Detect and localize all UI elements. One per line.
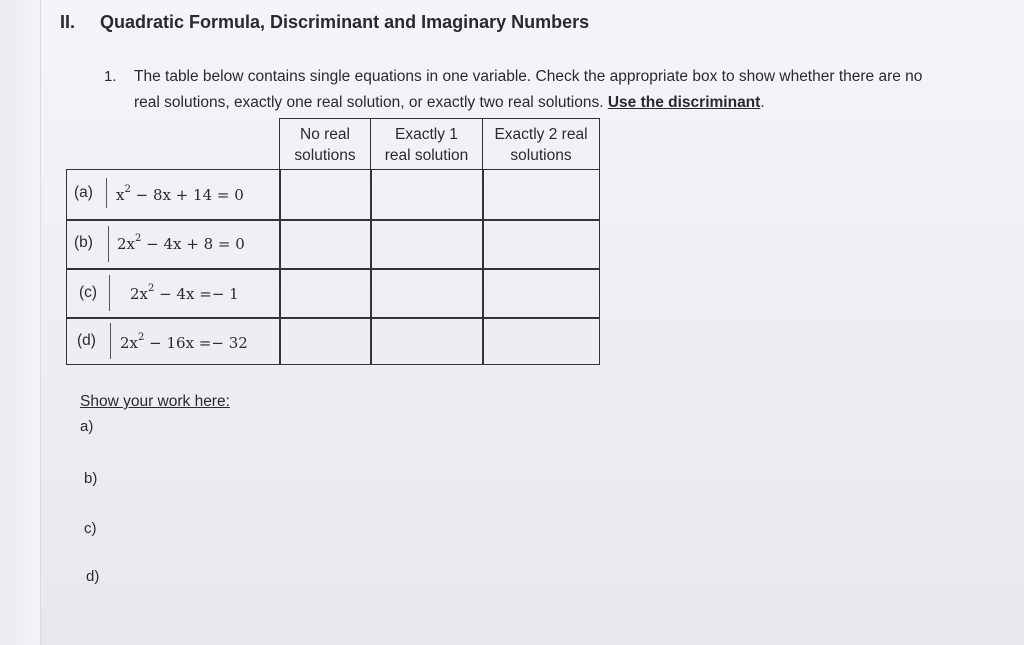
checkbox-c-two-real[interactable]: [484, 270, 598, 316]
eq-term: 2x: [120, 334, 139, 352]
section-title: Quadratic Formula, Discriminant and Imaginary Numbers: [100, 12, 590, 32]
page-left-margin: [0, 0, 41, 645]
header-exactly-two-solutions: [482, 118, 600, 170]
eq-term: 2x: [117, 235, 136, 253]
equation-a: [116, 186, 244, 204]
question-text-line1: The table below contains single equations in one variable. Check the appropriate box to show whether there are no: [134, 68, 923, 85]
section-number: II.: [60, 12, 76, 32]
eq-exponent: 2: [135, 233, 142, 244]
answer-label-d: d): [86, 568, 100, 585]
eq-term: − 4x =− 1: [154, 285, 239, 303]
equation-d: [120, 334, 248, 352]
question-text-line2-main: real solutions, exactly one real solution, or exactly two real solutions.: [134, 94, 604, 111]
checkbox-d-no-real[interactable]: [281, 319, 369, 363]
header-line: No real: [300, 125, 350, 143]
header-line: Exactly 2 real: [494, 125, 588, 143]
eq-exponent: 2: [148, 283, 155, 294]
question-text-line2: real solutions, exactly one real solution, or exactly two real solutions. Use the discriminant.: [134, 94, 765, 111]
label-separator: [110, 323, 111, 359]
answer-label-c: c): [84, 520, 97, 537]
checkbox-c-one-real[interactable]: [372, 270, 481, 316]
header-line: solutions: [510, 146, 572, 164]
checkbox-d-two-real[interactable]: [484, 319, 598, 363]
eq-term: x: [116, 186, 125, 204]
checkbox-a-no-real[interactable]: [281, 171, 369, 218]
checkbox-a-one-real[interactable]: [372, 171, 481, 218]
checkbox-b-one-real[interactable]: [372, 221, 481, 267]
header-line: real solution: [384, 146, 469, 164]
eq-exponent: 2: [124, 184, 131, 195]
header-line: Exactly 1: [395, 125, 458, 143]
eq-term: − 16x =− 32: [144, 334, 248, 352]
eq-term: − 8x + 14 = 0: [130, 186, 244, 204]
label-separator: [109, 275, 110, 311]
eq-term: 2x: [130, 285, 149, 303]
eq-exponent: 2: [138, 332, 145, 343]
row-label-c: (c): [79, 284, 98, 301]
checkbox-d-one-real[interactable]: [372, 319, 481, 363]
equation-c: [130, 285, 239, 303]
question-number: 1.: [104, 68, 117, 85]
answer-label-a: a): [80, 418, 94, 435]
row-label-b: (b): [74, 234, 93, 251]
answer-label-b: b): [84, 470, 98, 487]
equation-b: [117, 235, 245, 253]
label-separator: [106, 178, 107, 208]
header-no-real-solutions: [279, 118, 370, 170]
show-work-label: Show your work here:: [80, 393, 230, 410]
eq-term: − 4x + 8 = 0: [141, 235, 245, 253]
discriminant-instruction: Use the discriminant: [607, 94, 761, 111]
checkbox-b-two-real[interactable]: [484, 221, 598, 267]
checkbox-a-two-real[interactable]: [484, 171, 598, 218]
checkbox-b-no-real[interactable]: [281, 221, 369, 267]
label-separator: [108, 226, 109, 262]
checkbox-c-no-real[interactable]: [281, 270, 369, 316]
header-line: solutions: [294, 146, 356, 164]
row-label-d: (d): [77, 332, 96, 349]
header-exactly-one-solution: [370, 118, 482, 170]
row-label-a: (a): [74, 184, 93, 201]
